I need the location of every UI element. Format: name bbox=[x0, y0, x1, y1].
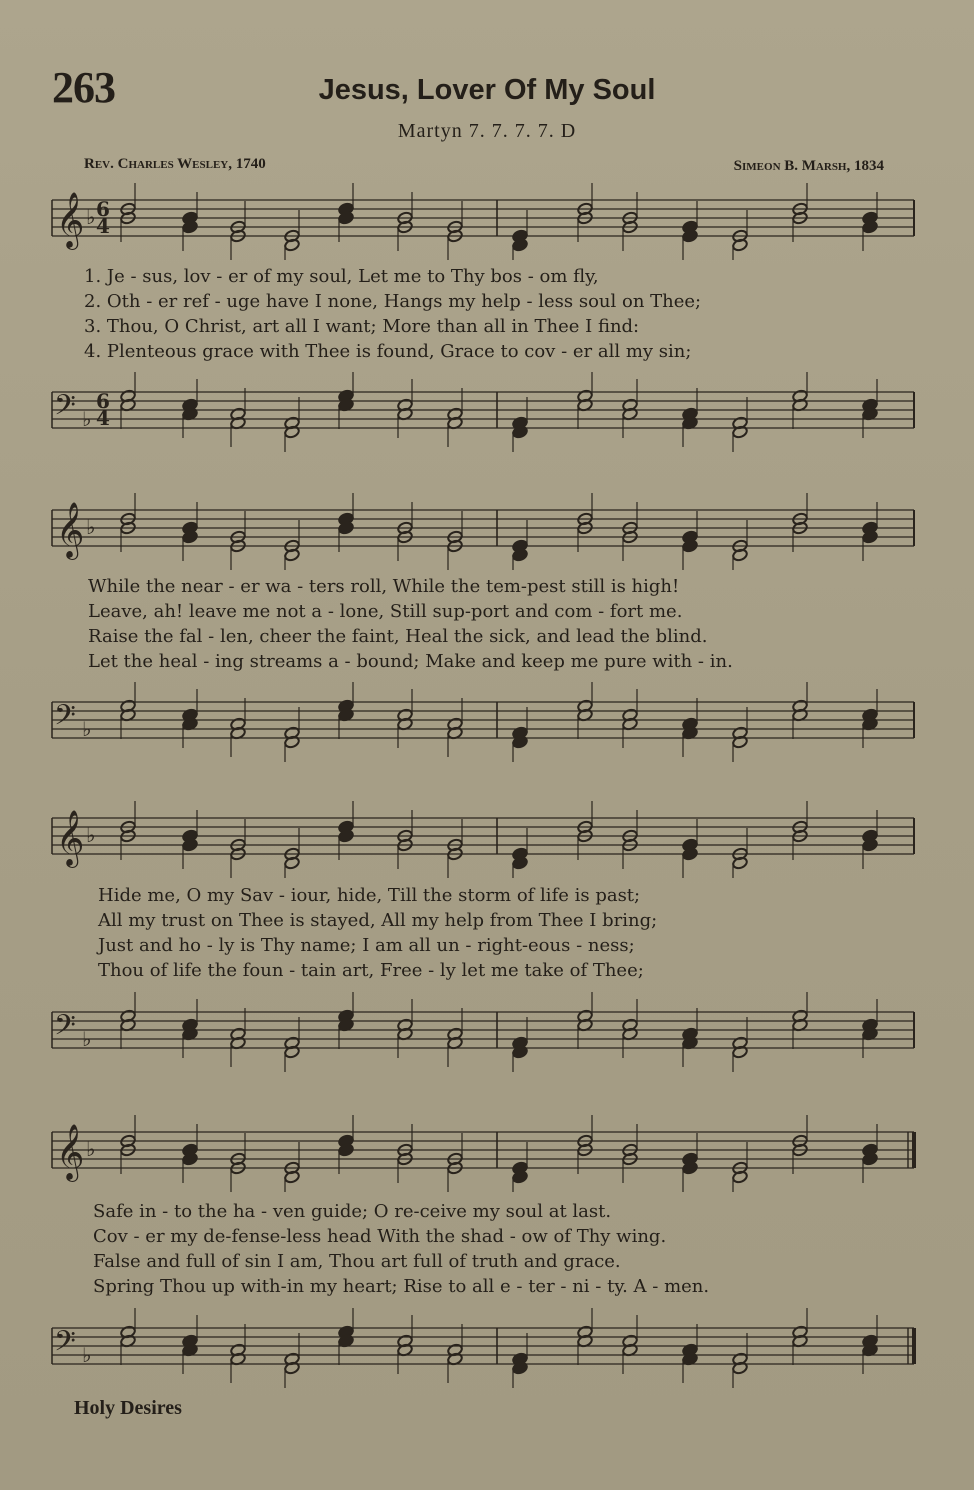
svg-text:♭: ♭ bbox=[82, 1343, 92, 1367]
lyric-line: 1. Je - sus, lov - er of my soul, Let me to Thy bos - om fly, bbox=[84, 266, 599, 287]
lyric-line: Spring Thou up with-in my heart; Rise to all e - ter - ni - ty. A - men. bbox=[93, 1276, 710, 1297]
bass-staff-4 bbox=[0, 1308, 974, 1388]
svg-text:𝄞: 𝄞 bbox=[56, 1124, 85, 1180]
lyric-line: Raise the fal - len, cheer the faint, Heal the sick, and lead the blind. bbox=[88, 626, 708, 647]
hymn-title: Jesus, Lover Of My Soul bbox=[318, 74, 656, 106]
hymn-number: 263 bbox=[52, 63, 115, 112]
lyric-line: All my trust on Thee is stayed, All my help from Thee I bring; bbox=[98, 910, 658, 931]
treble-staff-1 bbox=[0, 180, 974, 260]
svg-text:♭: ♭ bbox=[82, 717, 92, 741]
lyric-line: Leave, ah! leave me not a - lone, Still sup-port and com - fort me. bbox=[88, 601, 683, 622]
treble-staff-4 bbox=[0, 1112, 974, 1192]
svg-text:𝄢: 𝄢 bbox=[54, 389, 76, 429]
svg-text:♭: ♭ bbox=[86, 823, 96, 847]
lyric-line: Let the heal - ing streams a - bound; Make and keep me pure with - in. bbox=[88, 651, 733, 672]
bass-staff-3 bbox=[0, 992, 974, 1072]
svg-text:6: 6 bbox=[96, 389, 110, 413]
bass-staff-1 bbox=[0, 372, 974, 452]
svg-text:♭: ♭ bbox=[86, 1137, 96, 1161]
bass-staff-2 bbox=[0, 682, 974, 762]
svg-text:♭: ♭ bbox=[82, 1027, 92, 1051]
svg-text:6: 6 bbox=[96, 197, 110, 221]
lyric-line: 4. Plenteous grace with Thee is found, Grace to cov - er all my sin; bbox=[84, 341, 692, 362]
lyric-line: Safe in - to the ha - ven guide; O re-ceive my soul at last. bbox=[93, 1201, 612, 1222]
svg-text:♭: ♭ bbox=[82, 407, 92, 431]
svg-text:♭: ♭ bbox=[86, 205, 96, 229]
lyric-line: Cov - er my de-fense-less head With the shad - ow of Thy wing. bbox=[93, 1226, 667, 1247]
lyric-line: Hide me, O my Sav - iour, hide, Till the storm of life is past; bbox=[98, 885, 641, 906]
lyric-line: 2. Oth - er ref - uge have I none, Hangs my help - less soul on Thee; bbox=[84, 291, 702, 312]
category-footer: Holy Desires bbox=[74, 1397, 182, 1419]
svg-text:𝄢: 𝄢 bbox=[54, 1009, 76, 1049]
svg-text:𝄢: 𝄢 bbox=[54, 699, 76, 739]
svg-text:4: 4 bbox=[96, 214, 110, 238]
svg-text:𝄞: 𝄞 bbox=[56, 810, 85, 866]
svg-text:𝄞: 𝄞 bbox=[56, 192, 85, 248]
lyric-line: Thou of life the foun - tain art, Free - ly let me take of Thee; bbox=[98, 960, 644, 981]
svg-text:♭: ♭ bbox=[86, 515, 96, 539]
svg-text:𝄢: 𝄢 bbox=[54, 1325, 76, 1365]
composer-credit: Simeon B. Marsh, 1834 bbox=[733, 158, 884, 174]
treble-staff-3 bbox=[0, 798, 974, 878]
author-credit: Rev. Charles Wesley, 1740 bbox=[84, 156, 266, 172]
lyric-line: 3. Thou, O Christ, art all I want; More than all in Thee I find: bbox=[84, 316, 640, 337]
svg-text:𝄞: 𝄞 bbox=[56, 502, 85, 558]
svg-text:4: 4 bbox=[96, 406, 110, 430]
lyric-line: Just and ho - ly is Thy name; I am all un - right-eous - ness; bbox=[98, 935, 635, 956]
treble-staff-2 bbox=[0, 490, 974, 570]
tune-name: Martyn 7. 7. 7. 7. D bbox=[397, 120, 577, 142]
lyric-line: False and full of sin I am, Thou art full of truth and grace. bbox=[93, 1251, 621, 1272]
lyric-line: While the near - er wa - ters roll, While the tem-pest still is high! bbox=[88, 576, 680, 597]
